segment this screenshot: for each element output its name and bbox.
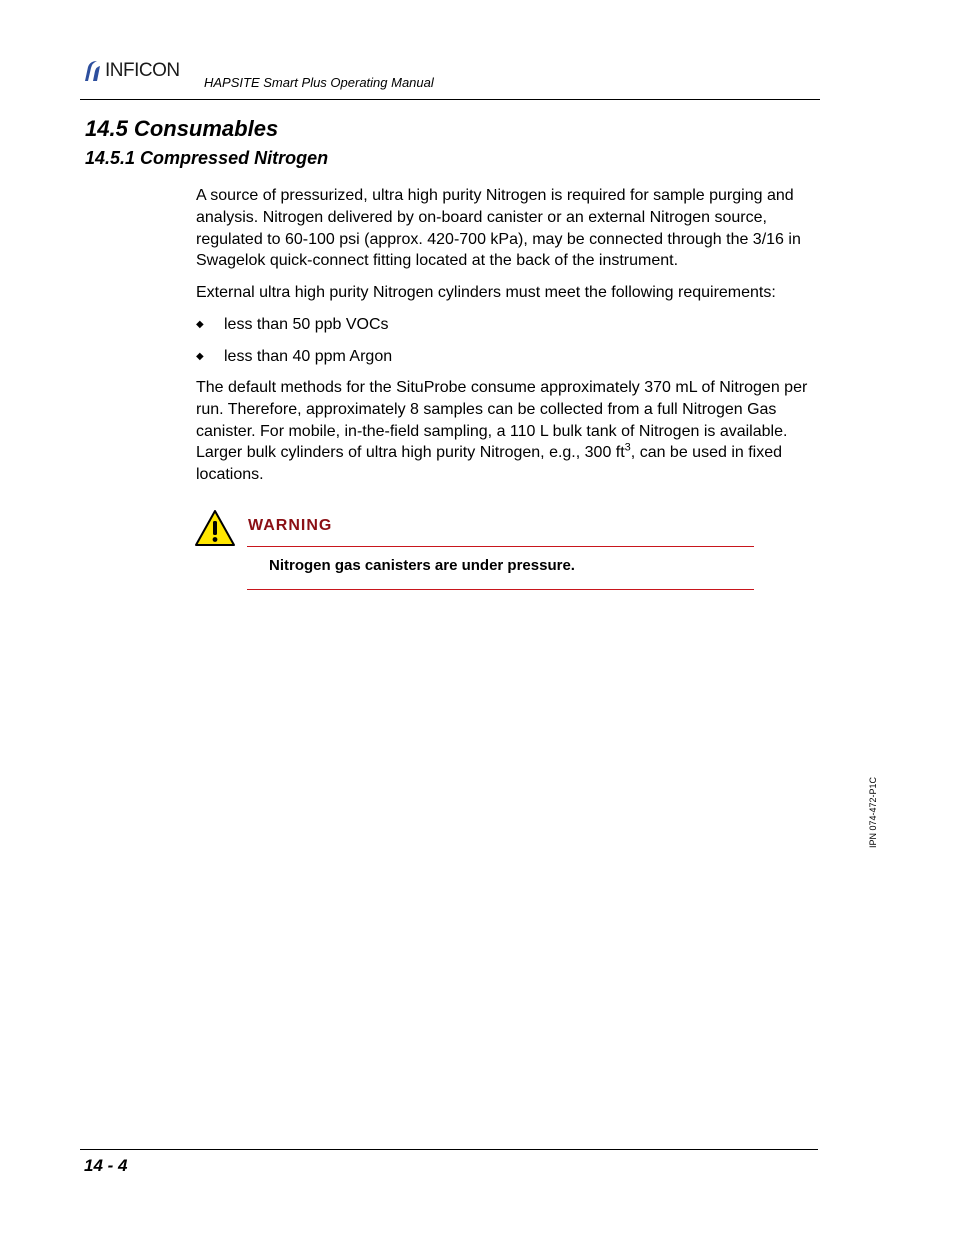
warning-label: WARNING	[248, 517, 333, 534]
list-item	[196, 346, 392, 367]
list-item	[196, 314, 389, 335]
warning-triangle-icon	[194, 509, 236, 547]
paragraph-text-part2: , can be used in fixed locations.	[196, 444, 783, 484]
section-heading: 14.5 Consumables	[85, 116, 279, 141]
list-item-text: less than 50 ppb VOCs	[224, 316, 389, 333]
list-item-text: less than 40 ppm Argon	[224, 348, 393, 365]
diamond-bullet-icon: ◆	[196, 319, 204, 330]
paragraph-requirements: External ultra high purity Nitrogen cylinders must meet the following requirements:	[196, 284, 776, 301]
subsection-heading: 14.5.1 Compressed Nitrogen	[85, 148, 329, 168]
paragraph-nitrogen-source: A source of pressurized, ultra high purity Nitrogen is required for sample purging and analysis. Nitrogen delivered by on-board canister or an external Nitrogen source, regulated to 60-100 psi (approx. 420-700 kPa), may be connected through the 3/16 in Swagelok quick-connect fitting located at the back of the instrument.	[196, 187, 801, 270]
superscript: 3	[624, 442, 631, 455]
manual-title: HAPSITE Smart Plus Operating Manual	[204, 75, 434, 90]
warning-bottom-rule	[247, 589, 754, 590]
warning-top-rule	[247, 546, 754, 547]
header-divider	[80, 99, 820, 100]
ipn-side-note: IPN 074-472-P1C	[868, 776, 878, 848]
footer-divider	[80, 1149, 818, 1150]
paragraph-text-part1: The default methods for the SituProbe consume approximately 370 mL of Nitrogen per run. Therefore, approximately 8 samples can be collected from a full Nitrogen Gas canister. For mobile, in-the-field sampling, a 110 L bulk tank of Nitrogen is available. Larger bulk cylinders of ultra high purity Nitrogen, e.g., 300 ft	[196, 379, 808, 462]
paragraph-situprobe-consumption	[196, 377, 821, 486]
diamond-bullet-icon: ◆	[196, 351, 204, 362]
logo-text: INFICON	[105, 60, 180, 81]
warning-text: Nitrogen gas canisters are under pressure.	[269, 557, 575, 574]
inficon-logo	[82, 58, 180, 84]
page-number: 14 - 4	[84, 1156, 128, 1175]
inficon-swoosh-icon	[82, 59, 102, 83]
